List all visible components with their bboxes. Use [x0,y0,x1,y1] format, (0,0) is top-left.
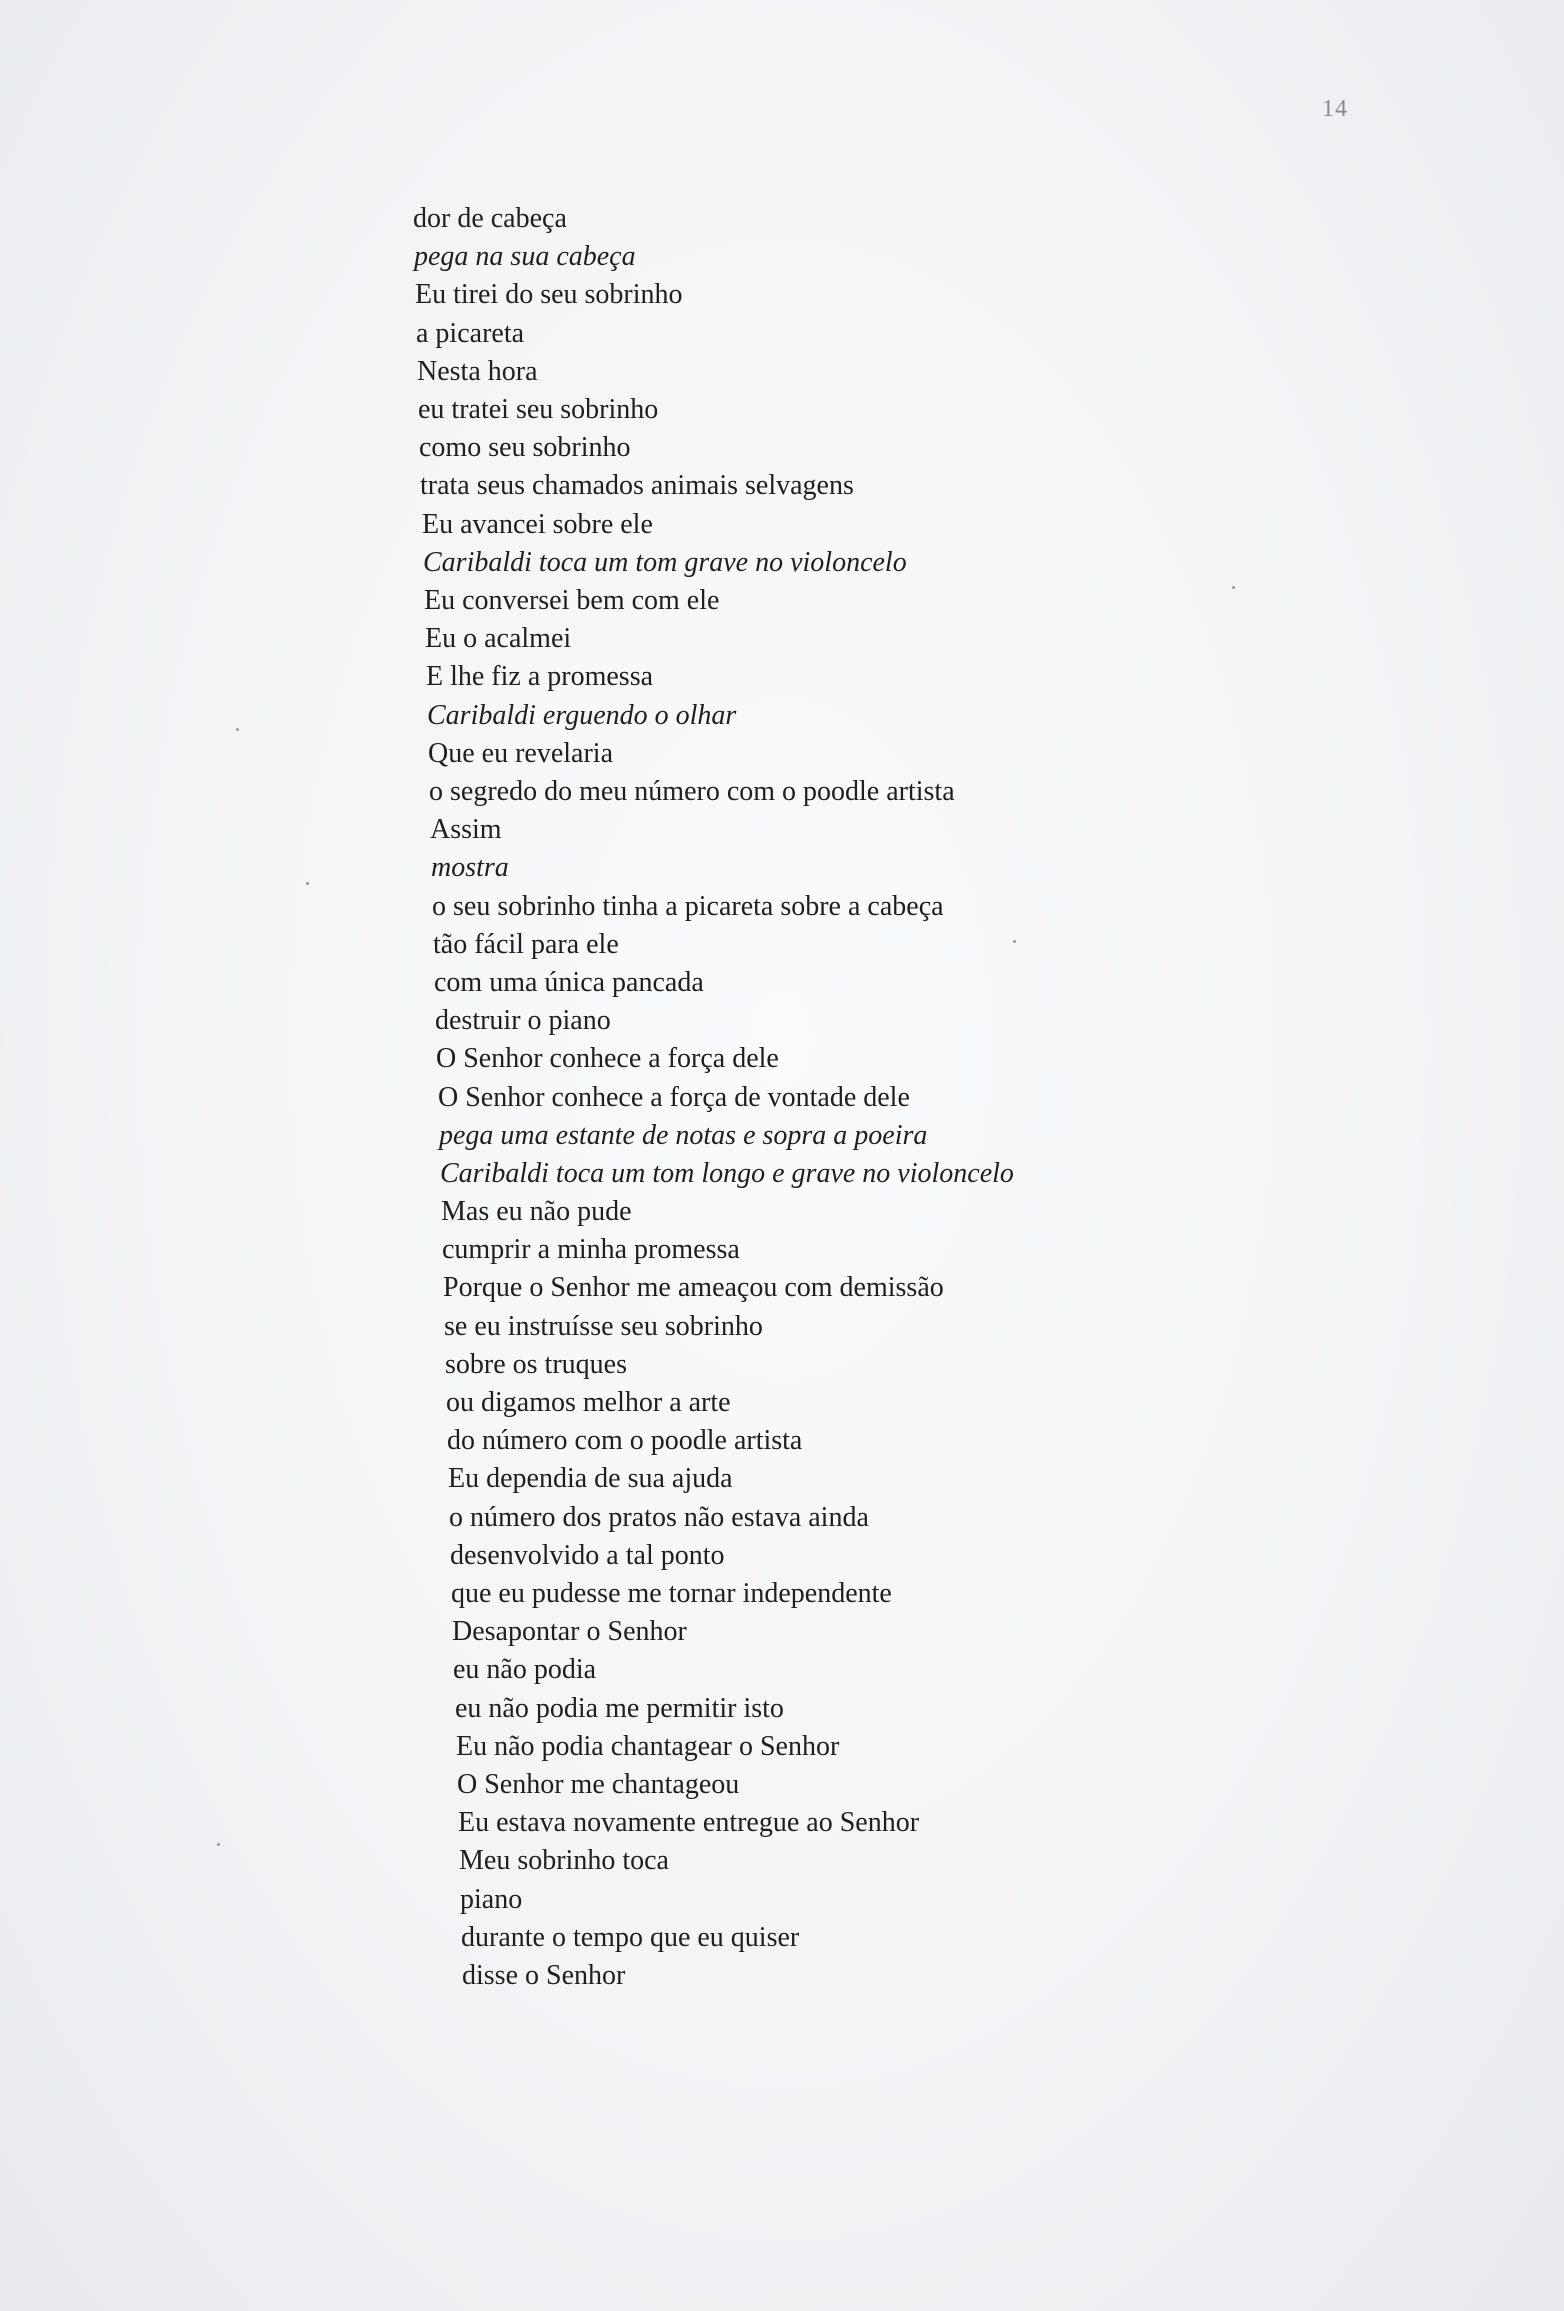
poem-line: o seu sobrinho tinha a picareta sobre a cabeça [432,891,944,922]
poem-line: se eu instruísse seu sobrinho [444,1311,763,1342]
poem-line: Nesta hora [417,356,538,387]
poem-line: ou digamos melhor a arte [446,1387,731,1418]
poem-line: Porque o Senhor me ameaçou com demissão [443,1272,944,1303]
poem-line: Eu avancei sobre ele [422,509,653,540]
poem-line: Eu o acalmei [425,623,572,654]
poem-line: pega na sua cabeça [414,241,636,272]
poem-line: como seu sobrinho [419,432,631,463]
poem-line: eu não podia me permitir isto [455,1693,784,1724]
poem-line: do número com o poodle artista [447,1425,803,1456]
poem-line: piano [460,1884,523,1915]
poem-line: O Senhor conhece a força dele [436,1043,779,1074]
poem-line: Eu não podia chantagear o Senhor [456,1731,840,1762]
dust-speck [1232,586,1235,589]
dust-speck [306,882,309,885]
poem-line: Meu sobrinho toca [459,1845,669,1876]
poem-line: dor de cabeça [413,203,567,234]
page-number: 14 [1322,96,1348,122]
poem-line: o segredo do meu número com o poodle artista [429,776,955,807]
dust-speck [236,728,239,731]
poem-line: sobre os truques [445,1349,627,1380]
poem-line: Desapontar o Senhor [452,1616,687,1647]
poem-line: destruir o piano [435,1005,611,1036]
poem-line: o número dos pratos não estava ainda [449,1502,869,1533]
poem-line: O Senhor conhece a força de vontade dele [438,1082,910,1113]
poem-line: pega uma estante de notas e sopra a poeira [439,1120,928,1151]
poem-line: desenvolvido a tal ponto [450,1540,725,1571]
poem-line: O Senhor me chantageou [457,1769,740,1800]
poem-line: Eu estava novamente entregue ao Senhor [458,1807,920,1838]
poem-line: Eu conversei bem com ele [424,585,720,616]
poem-line: a picareta [416,318,525,349]
poem-line: mostra [431,852,509,883]
poem-line: disse o Senhor [462,1960,626,1991]
poem-line: Assim [430,814,502,845]
poem-line: Mas eu não pude [441,1196,632,1227]
poem-line: que eu pudesse me tornar independente [451,1578,892,1609]
poem-line: durante o tempo que eu quiser [461,1922,800,1953]
poem-line: Caribaldi erguendo o olhar [427,700,737,731]
poem-line: eu não podia [453,1654,597,1685]
dust-speck [1013,940,1016,943]
dust-speck [217,1843,220,1846]
poem-line: Caribaldi toca um tom longo e grave no violoncelo [440,1158,1014,1189]
poem-line: Caribaldi toca um tom grave no violoncelo [423,547,907,578]
poem-line: cumprir a minha promessa [442,1234,740,1265]
poem-line: com uma única pancada [434,967,704,998]
poem-line: E lhe fiz a promessa [426,661,654,692]
poem-line: tão fácil para ele [433,929,619,960]
poem-line: eu tratei seu sobrinho [418,394,659,425]
poem-line: Eu tirei do seu sobrinho [415,279,683,310]
poem-line: Eu dependia de sua ajuda [448,1463,733,1494]
poem-line: Que eu revelaria [428,738,613,769]
poem-line: trata seus chamados animais selvagens [420,470,854,501]
